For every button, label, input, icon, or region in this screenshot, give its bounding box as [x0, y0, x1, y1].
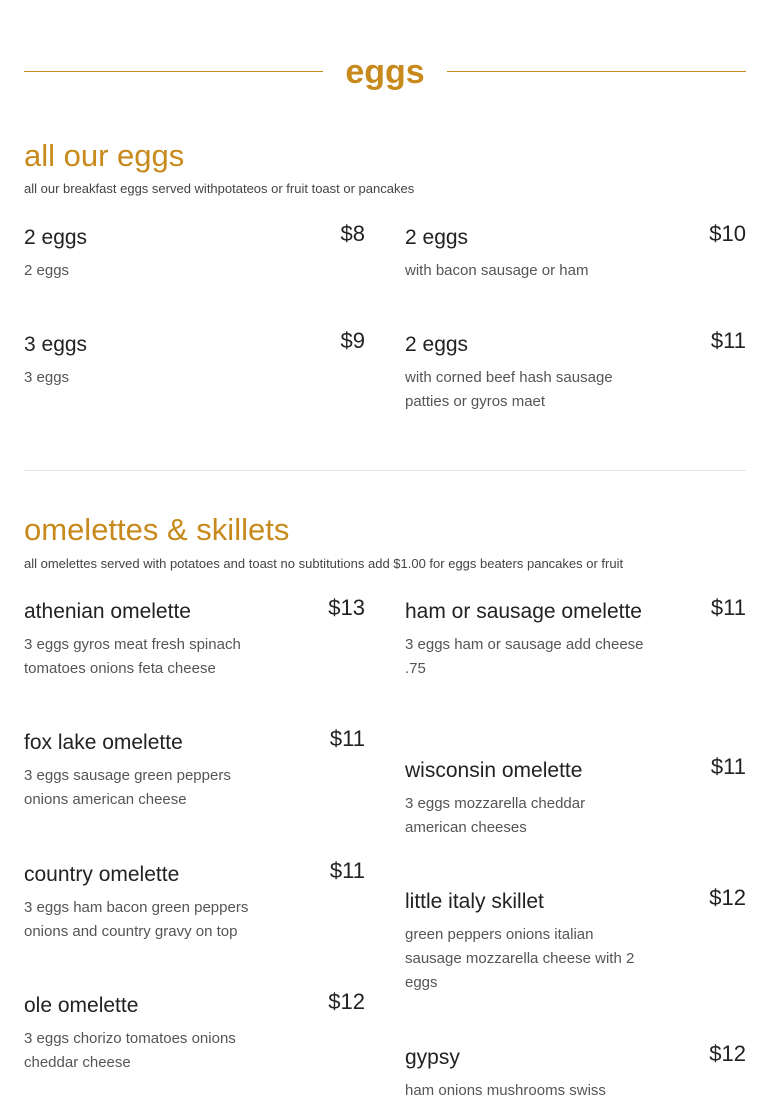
item-price: $11 [710, 595, 746, 620]
item-price: $12 [328, 989, 365, 1014]
menu-item [405, 221, 746, 283]
item-description: 3 eggs mozzarella cheddar american cheeses [405, 795, 586, 836]
section-title-omelettes: omelettes & skillets [24, 512, 290, 547]
menu-item [24, 726, 365, 812]
menu-item [405, 595, 746, 681]
item-price: $8 [340, 221, 365, 246]
item-price: $11 [710, 328, 746, 353]
item-name: 2 eggs [405, 226, 469, 249]
item-price: $10 [709, 221, 746, 246]
item-description: 2 eggs [24, 262, 70, 279]
item-price: $11 [329, 726, 365, 751]
section-divider [24, 470, 746, 471]
item-name: wisconsin omelette [405, 759, 583, 782]
item-name: little italy skillet [405, 890, 544, 913]
item-name: ham or sausage omelette [405, 600, 642, 623]
item-description: 3 eggs ham bacon green peppers onions and country gravy on top [24, 899, 249, 940]
menu-item [405, 885, 746, 995]
item-description: 3 eggs [24, 369, 70, 386]
item-description: 3 eggs sausage green peppers onions american cheese [24, 767, 231, 808]
item-name: 3 eggs [24, 333, 88, 356]
page-title-row [24, 50, 746, 94]
section-subtitle-omelettes: all omelettes served with potatoes and toast no subtitutions add $1.00 for eggs beaters pancakes or fruit [24, 556, 624, 571]
menu-item [24, 221, 365, 283]
item-description: 3 eggs chorizo tomatoes onions cheddar cheese [24, 1030, 236, 1071]
item-name: ole omelette [24, 994, 139, 1017]
item-description: 3 eggs ham or sausage add cheese .75 [405, 636, 644, 677]
menu-item [405, 754, 746, 840]
menu-item [405, 1041, 746, 1103]
item-price: $13 [328, 595, 365, 620]
page-title: eggs [345, 53, 425, 91]
item-price: $11 [329, 858, 365, 883]
item-description: with bacon sausage or ham [405, 262, 589, 279]
item-name: 2 eggs [405, 333, 469, 356]
item-name: gypsy [405, 1046, 460, 1069]
item-description: 3 eggs gyros meat fresh spinach tomatoes onions feta cheese [24, 636, 241, 677]
menu-item [24, 989, 365, 1075]
menu-item [405, 328, 746, 414]
menu-item [24, 328, 365, 390]
item-name: fox lake omelette [24, 731, 183, 754]
section-title-all-our-eggs: all our eggs [24, 138, 185, 173]
item-price: $11 [710, 754, 746, 779]
item-name: 2 eggs [24, 226, 88, 249]
item-name: country omelette [24, 863, 180, 886]
section-subtitle-all-our-eggs: all our breakfast eggs served withpotateos or fruit toast or pancakes [24, 181, 415, 196]
item-price: $12 [709, 885, 746, 910]
item-description: green peppers onions italian sausage mozzarella cheese with 2 eggs [405, 926, 635, 991]
item-price: $12 [709, 1041, 746, 1066]
menu-item [24, 858, 365, 944]
title-rule-right [447, 71, 746, 72]
item-description: ham onions mushrooms swiss [405, 1082, 606, 1099]
item-price: $9 [340, 328, 365, 353]
item-description: with corned beef hash sausage patties or gyros maet [405, 369, 613, 410]
menu-item [24, 595, 365, 681]
item-name: athenian omelette [24, 600, 191, 623]
